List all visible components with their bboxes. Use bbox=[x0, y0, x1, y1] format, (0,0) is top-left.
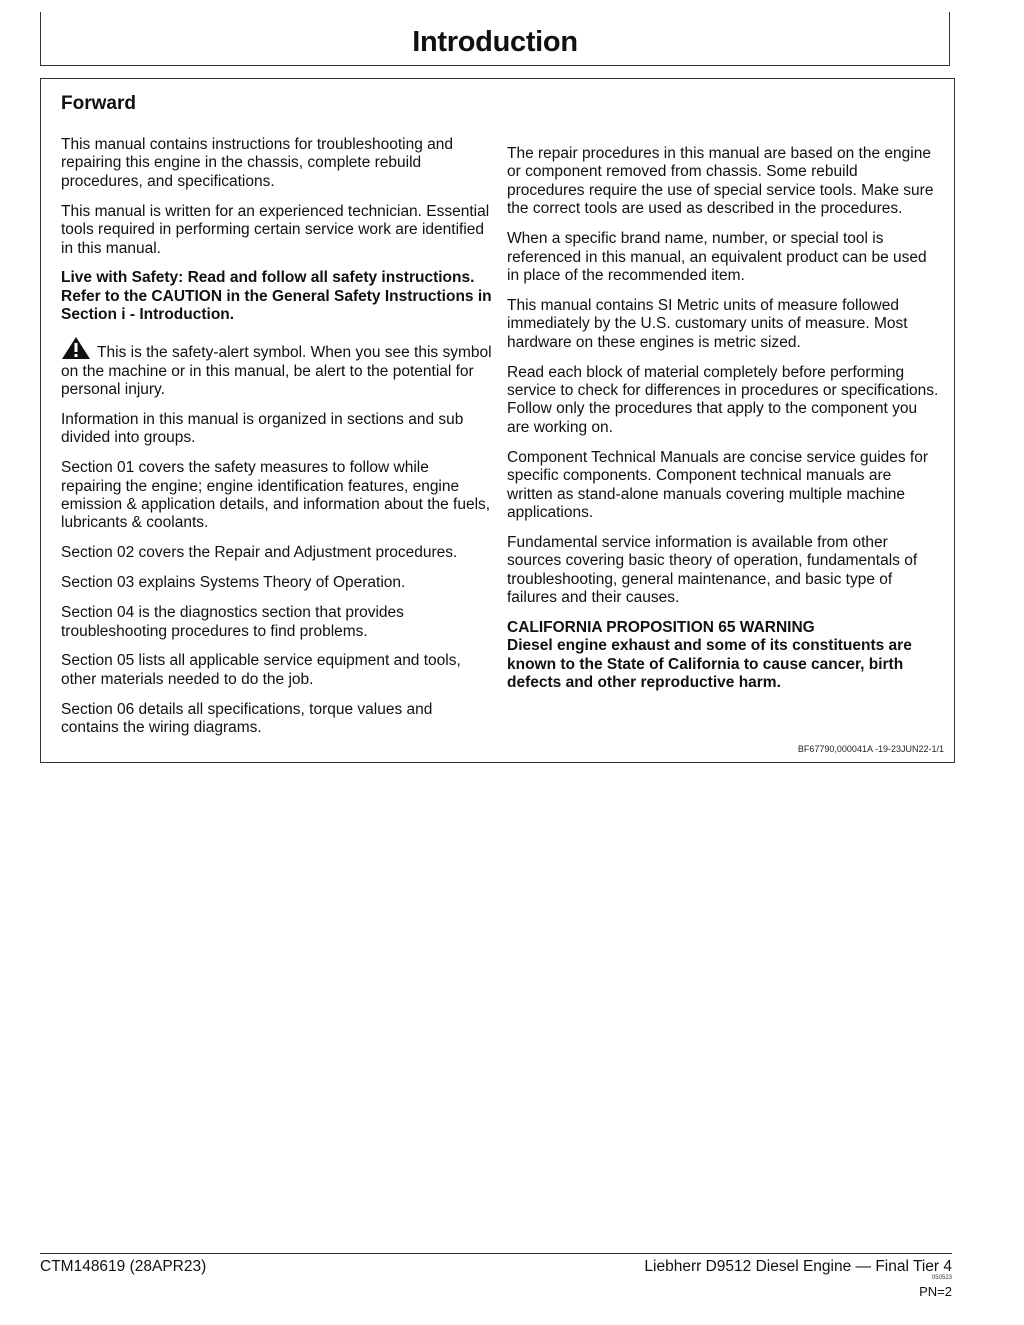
paragraph: This manual contains instructions for troubleshooting and repairing this engine in the chassis, complete rebuild procedures, and specifications. bbox=[61, 136, 454, 190]
warning-block bbox=[507, 619, 939, 693]
page-number: PN=2 bbox=[919, 1284, 952, 1299]
paragraph: Section 04 is the diagnostics section that provides troubleshooting procedures to find problems. bbox=[61, 604, 404, 640]
paragraph: Section 02 covers the Repair and Adjustment procedures. bbox=[61, 544, 458, 562]
paragraph: When a specific brand name, number, or special tool is referenced in this manual, an equivalent product can be used in place of the recommended item. bbox=[507, 230, 927, 284]
footer-divider bbox=[40, 1253, 952, 1254]
content-box bbox=[40, 78, 955, 763]
safety-statement: Live with Safety: Read and follow all safety instructions. Refer to the CAUTION in the General Safety Instructions in Section i - Introduction. bbox=[61, 269, 492, 324]
footer-code: 050523 bbox=[931, 1275, 952, 1281]
paragraph: Section 03 explains Systems Theory of Operation. bbox=[61, 574, 406, 592]
footer-manual-id: CTM148619 (28APR23) bbox=[40, 1258, 207, 1275]
paragraph: This manual contains SI Metric units of measure followed immediately by the U.S. customary units of measure. Most hardware on these engines is metric sized. bbox=[507, 296, 908, 351]
section-heading: Forward bbox=[61, 93, 136, 114]
warning-triangle-icon bbox=[61, 336, 91, 360]
paragraph: Component Technical Manuals are concise service guides for specific components. Component technical manuals are written as stand-alone manuals covering multiple machine applications. bbox=[507, 448, 929, 521]
paragraph: Section 05 lists all applicable service equipment and tools, other materials needed to do the job. bbox=[61, 652, 461, 688]
safety-alert-text: This is the safety-alert symbol. When you see this symbol on the machine or in this manual, be alert to the potential for personal injury. bbox=[61, 344, 492, 398]
footer-manual-title: Liebherr D9512 Diesel Engine — Final Tier 4 bbox=[644, 1258, 952, 1275]
warning-text: Diesel engine exhaust and some of its constituents are known to the State of California to cause cancer, birth defects and other reproductive harm. bbox=[507, 637, 912, 692]
warning-title: CALIFORNIA PROPOSITION 65 WARNING bbox=[507, 618, 815, 636]
right-column bbox=[507, 145, 939, 693]
page-header bbox=[40, 12, 950, 66]
paragraph: Read each block of material completely before performing service to check for differences in procedures or specifications. Follow only the procedures that apply to the component you are working on. bbox=[507, 363, 939, 436]
page-title: Introduction bbox=[412, 26, 578, 58]
paragraph: This manual is written for an experienced technician. Essential tools required in performing certain service work are identified in this manual. bbox=[61, 202, 490, 257]
paragraph: Section 01 covers the safety measures to follow while repairing the engine; engine identification features, engine emission & application details, and information about the fuels, lubricants & coolants. bbox=[61, 459, 491, 532]
paragraph: Section 06 details all specifications, torque values and contains the wiring diagrams. bbox=[61, 700, 433, 737]
safety-alert-paragraph bbox=[61, 336, 493, 399]
document-id: BF67790,000041A -19-23JUN22-1/1 bbox=[797, 744, 944, 754]
paragraph: The repair procedures in this manual are based on the engine or component removed from chassis. Some rebuild procedures require the use of special service tools. Make sure the correct tools are used as described in the procedures. bbox=[507, 145, 934, 218]
paragraph: Fundamental service information is available from other sources covering basic theory of operation, fundamentals of troubleshooting, general maintenance, and basic type of failures and their causes. bbox=[507, 533, 918, 607]
left-column bbox=[61, 136, 493, 749]
paragraph: Information in this manual is organized in sections and sub divided into groups. bbox=[61, 410, 464, 447]
